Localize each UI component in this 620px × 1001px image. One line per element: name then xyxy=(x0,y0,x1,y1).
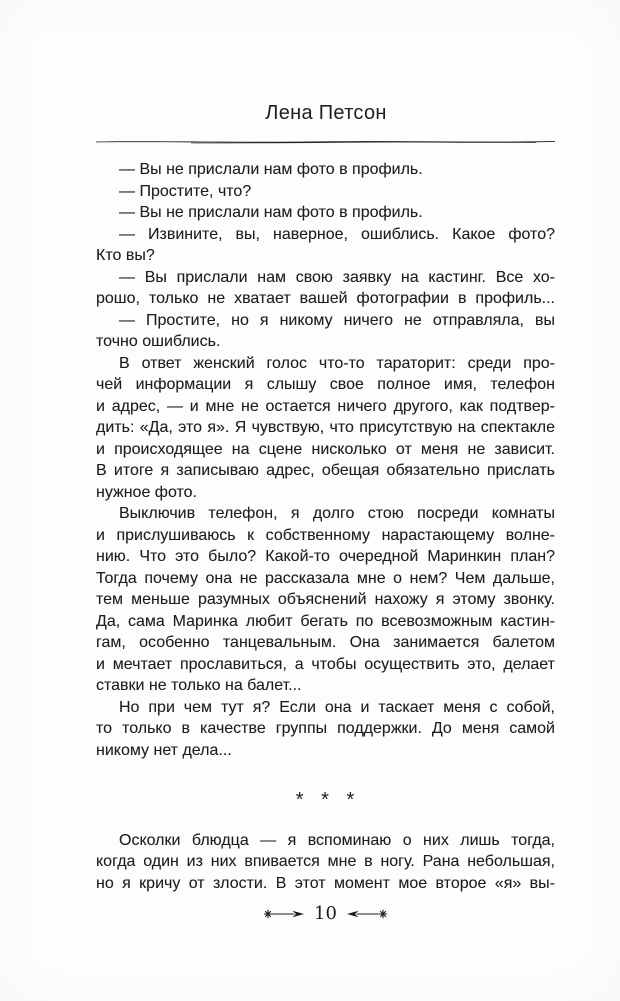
text-line: — Вы прислали нам свою заявку на кастинг. Все хо- xyxy=(119,268,555,286)
paragraph xyxy=(96,697,555,762)
paragraph xyxy=(96,353,555,504)
text-line: Кто вы? xyxy=(96,247,155,264)
text-line: Да, сама Маринка любит бегать по всевозможным кастин- xyxy=(96,612,555,630)
text-line: и прислушиваюсь к собственному нарастающему волне- xyxy=(96,526,555,544)
text-line: никому нет дела... xyxy=(96,741,232,759)
paragraph xyxy=(96,310,555,353)
text-line: — Извините, вы, наверное, ошиблись. Какое фото? xyxy=(119,225,555,243)
decorative-rule xyxy=(96,138,556,145)
text-line: и мечтает прославиться, а чтобы осуществить это, делает xyxy=(96,655,555,673)
text-line: дить: «Да, это я». Я чувствую, что присутствую на спектакле xyxy=(96,419,555,436)
page-body xyxy=(96,159,555,894)
text-line: но я кричу от злости. В этот момент мое второе «я» вы- xyxy=(96,874,555,892)
text-line: нужное фото. xyxy=(96,483,197,501)
text-line: нию. Что это было? Какой-то очередной Маринкин план? xyxy=(96,548,555,565)
page-footer xyxy=(96,902,555,926)
section-separator: * * * xyxy=(295,789,356,811)
text-line: и адрес, — и мне не остается ничего другого, как подтвер- xyxy=(96,397,555,415)
text-line: точно ошиблись. xyxy=(96,333,221,350)
text-line: — Простите, что? xyxy=(119,182,252,200)
star-line-arrow-right-icon xyxy=(264,908,304,920)
text-line: — Вы не прислали нам фото в профиль. xyxy=(119,204,423,221)
text-line: — Простите, но я никому ничего не отправляла, вы xyxy=(119,311,555,329)
text-line: Но при чем тут я? Если она и таскает меня с собой, xyxy=(119,698,555,716)
text-line: когда один из них впивается мне в ногу. Рана небольшая, xyxy=(96,853,555,870)
paragraph xyxy=(96,181,555,203)
paragraph xyxy=(96,267,555,310)
text-line: В ответ женский голос что-то тараторит: среди про- xyxy=(119,354,555,372)
paragraph xyxy=(96,224,555,267)
text-line: Выключив телефон, я долго стою посреди комнаты xyxy=(119,505,555,522)
paragraph xyxy=(96,830,555,895)
text-line: рошо, только не хватает вашей фотографии в профиль... xyxy=(96,290,555,307)
text-line: Тогда почему она не рассказала мне о нем? Чем дальше, xyxy=(96,569,555,587)
paragraph xyxy=(96,159,555,181)
text-line: Осколки блюдца — я вспоминаю о них лишь тогда, xyxy=(119,831,555,849)
paragraph xyxy=(96,202,555,224)
text-line: гам, особенно танцевальным. Она занимается балетом xyxy=(96,634,555,651)
paragraph xyxy=(96,503,555,697)
author-name: Лена Петсон xyxy=(265,102,387,124)
arrow-left-line-star-icon xyxy=(347,908,387,920)
text-line: ставки не только на балет... xyxy=(96,677,302,694)
running-header xyxy=(0,0,620,145)
text-line: то только в качестве группы поддержки. До меня самой xyxy=(96,720,555,737)
text-line: — Вы не прислали нам фото в профиль. xyxy=(119,161,423,178)
page-number: 10 xyxy=(314,903,337,924)
text-line: чей информации я слышу свое полное имя, телефон xyxy=(96,376,555,393)
text-line: В итоге я записываю адрес, обещая обязательно прислать xyxy=(96,462,555,479)
text-line: тем меньше разумных объяснений нахожу я этому звонку. xyxy=(96,591,555,608)
text-line: и происходящее на сцене нисколько от меня не зависит. xyxy=(96,440,555,458)
